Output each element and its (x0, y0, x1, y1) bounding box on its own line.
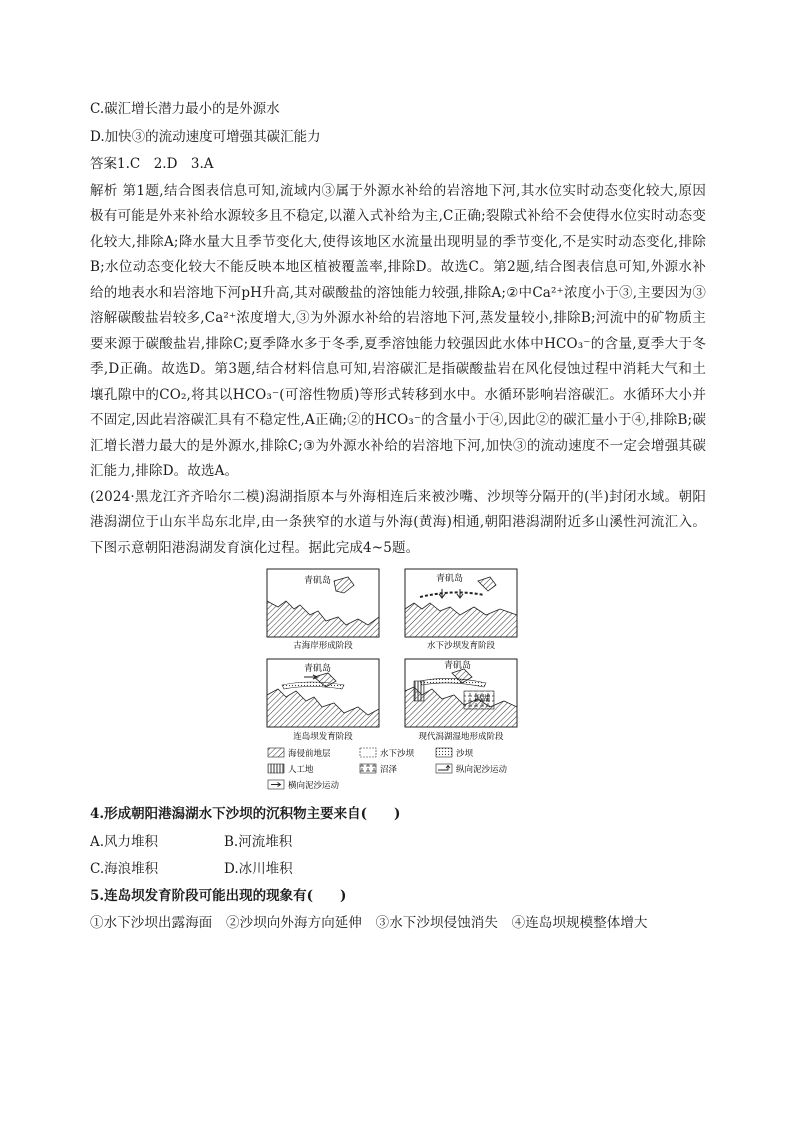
q4-option-b: B.河流堆积 (224, 833, 293, 850)
island-label: 青矶岛 (444, 661, 472, 671)
material-paragraph: (2024·黑龙江齐齐哈尔二模)潟湖指原本与外海相连后来被沙嘴、沙坝等分隔开的(半)封闭水域。朝阳港潟湖位于山东半岛东北岸,由一条狭窄的水道与外海(黄海)相通,朝阳港潟湖附近多山溪性河流汇入。下图示意朝阳港潟湖发育演化过程。据此完成4~5题。 (90, 488, 706, 556)
q5-items: ①水下沙坝出露海面 ②沙坝向外海方向延伸 ③水下沙坝侵蚀消失 ④连岛坝规模整体增大 (90, 915, 648, 931)
q5-stem: 5.连岛坝发育阶段可能出现的现象有( ) (90, 887, 347, 904)
legend-label: 沙坝 (456, 749, 474, 759)
lagoon-label: 潟湖 (474, 694, 490, 703)
legend-label: 纵向泥沙运动 (456, 765, 508, 775)
lagoon-evolution-diagram (264, 567, 526, 795)
legend-swatch-strata (268, 748, 284, 757)
analysis-paragraph: 解析 第1题,结合图表信息可知,流域内③属于外源水补给的岩溶地下河,其水位实时动态变化较大,原因极有可能是外来补给水源较多且不稳定,以灌入式补给为主,C正确;裂隙式补给不会使得水位实时动态变化较大,排除A;降水量大且季节变化大,使得该地区水流量出现明显的季节变化,不是实时动态变化,排除B;水位动态变化较大不能反映本地区植被覆盖率,排除D。故选C。第2题,结合图表信息可知,外源水补给的地表水和岩溶地下河pH升高,其对碳酸盐的溶蚀能力较强,排除A;②中Ca²⁺浓度小于③,主要因为③溶解碳酸盐岩较多,Ca²⁺浓度增大,③为外源水补给的岩溶地下河,蒸发量较小,排除B;河流中的矿物质主要来源于碳酸盐岩,排除C;夏季降水多于冬季,夏季溶蚀能力较强因此水体中HCO₃⁻的含量,夏季大于冬季,D正确。故选D。第3题,结合材料信息可知,岩溶碳汇是指碳酸盐岩在风化侵蚀过程中消耗大气和土壤孔隙中的CO₂,将其以HCO₃⁻(可溶性物质)等形式转移到水中。水循环影响岩溶碳汇。水循环大小并不固定,因此岩溶碳汇具有不稳定性,A正确;②的HCO₃⁻的含量小于④,因此②的碳汇量小于④,排除B;碳汇增长潜力最大的是外源水,排除C;③为外源水补给的岩溶地下河,加快③的流动速度不一定会增强其碳汇能力,排除D。故选A。 (90, 182, 706, 479)
island-label: 青矶岛 (436, 574, 464, 584)
q4-stem: 4.形成朝阳港潟湖水下沙坝的沉积物主要来自( ) (90, 806, 401, 822)
legend-label: 沼泽 (380, 765, 398, 775)
island-label: 青矶岛 (304, 576, 332, 586)
lagoon-evolution-figure (90, 567, 706, 797)
q4-options-row-1 (90, 829, 706, 856)
document-page (90, 96, 706, 937)
panel-caption-3: 连岛坝发育阶段 (293, 732, 353, 742)
q4-option-d: D.冰川堆积 (224, 860, 293, 877)
longitudinal-arrow-icon (436, 764, 452, 773)
panel-caption-2: 水下沙坝发育阶段 (426, 641, 496, 651)
q4-option-a: A.风力堆积 (90, 833, 159, 850)
legend-swatch-marsh (360, 764, 376, 773)
legend-label: 水下沙坝 (380, 749, 415, 759)
q3-option-d: D.加快③的流动速度可增强其碳汇能力 (90, 128, 321, 145)
legend-swatch-artificial (268, 764, 284, 773)
panel-caption-1: 古海岸形成阶段 (293, 641, 353, 651)
legend-label: 人工地 (288, 765, 314, 775)
legend-swatch-underwater-bar (360, 748, 376, 757)
legend-label: 海侵前地层 (288, 749, 331, 759)
legend-swatch-sand-bar (436, 748, 452, 757)
answer-line: 答案1.C 2.D 3.A (90, 156, 214, 172)
panel-ancient-coast (267, 569, 379, 637)
panel-tombolo (267, 659, 379, 727)
legend-label: 横向泥沙运动 (288, 781, 340, 791)
q4-options-row-2 (90, 856, 706, 883)
panel-caption-4: 现代潟湖湿地形成阶段 (418, 732, 504, 742)
q3-option-c: C.碳汇增长潜力最小的是外源水 (90, 101, 280, 117)
panel-modern-wetland (405, 659, 517, 727)
q4-option-c: C.海浪堆积 (90, 860, 159, 877)
panel-underwater-bar (405, 569, 517, 637)
figure-legend (268, 748, 508, 791)
transverse-arrow-icon (268, 780, 284, 789)
island-label: 青矶岛 (304, 664, 332, 674)
